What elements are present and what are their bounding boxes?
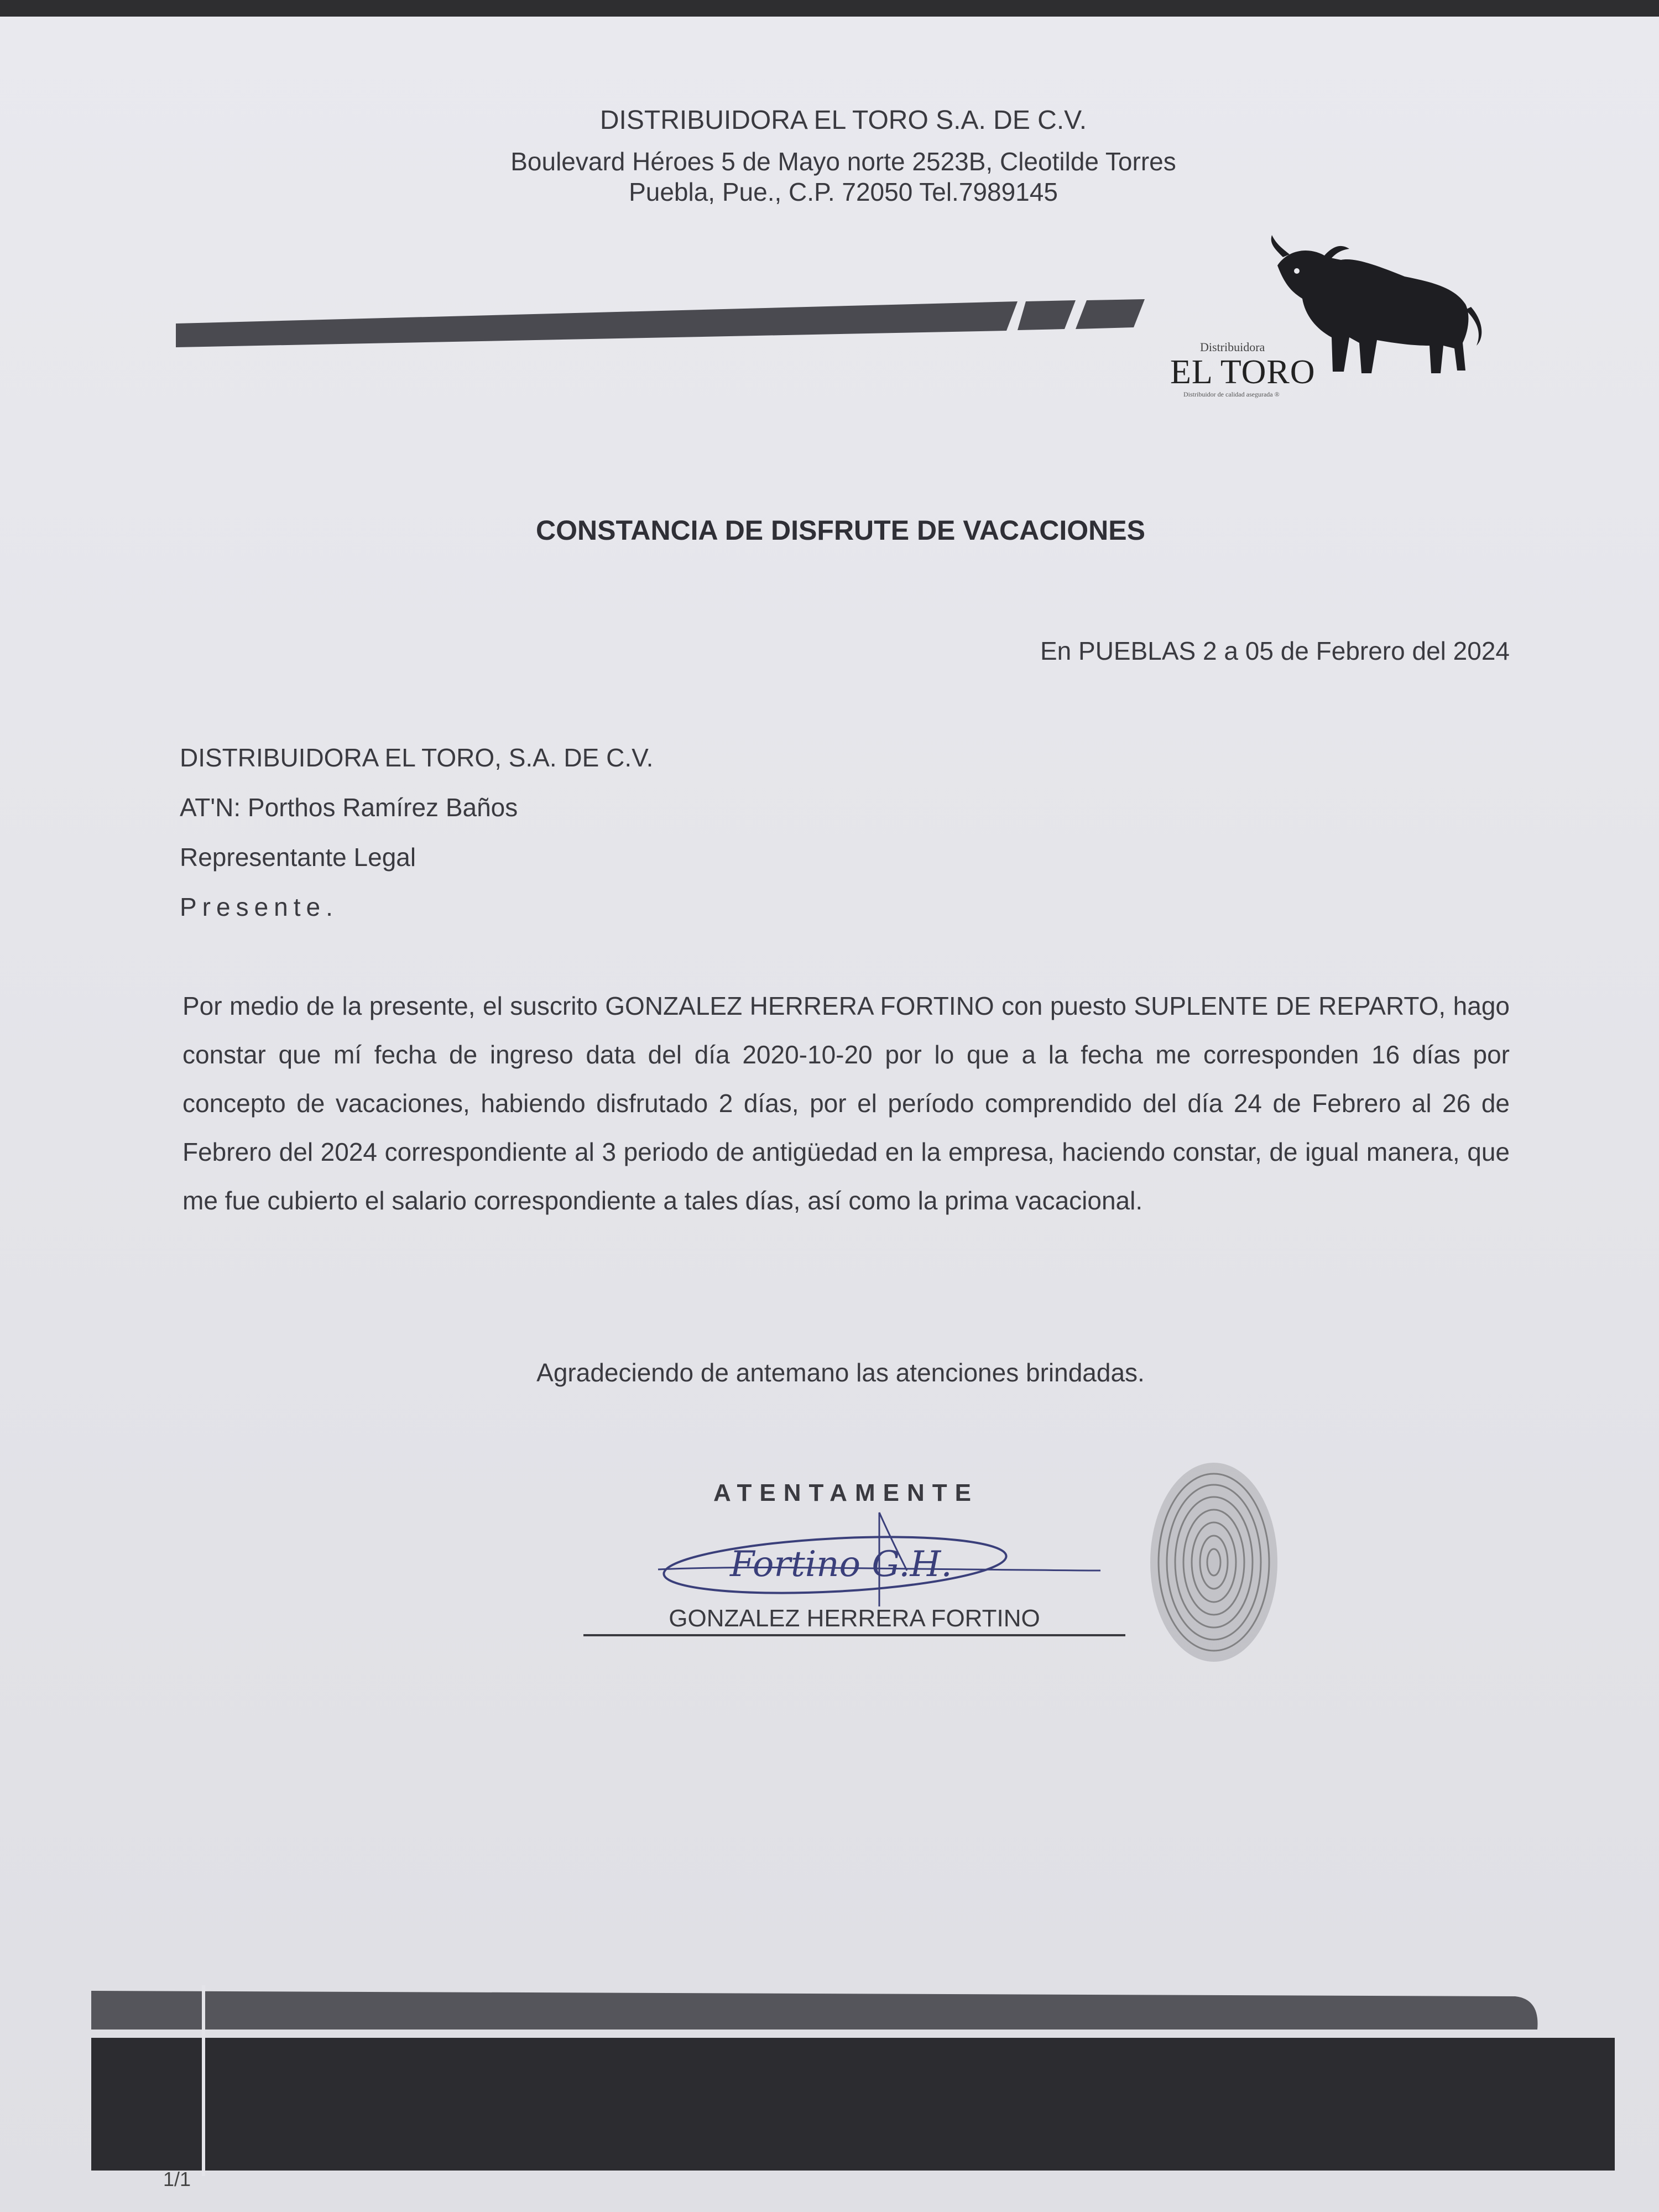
recipient-role: Representante Legal <box>180 843 416 872</box>
company-address-line2: Puebla, Pue., C.P. 72050 Tel.7989145 <box>629 178 1058 206</box>
presente-line: Presente. <box>180 893 338 921</box>
recipient-company: DISTRIBUIDORA EL TORO, S.A. DE C.V. <box>180 743 654 772</box>
company-address-line1: Boulevard Héroes 5 de Mayo norte 2523B, Cleotilde Torres <box>510 147 1176 176</box>
footer-thick-bar <box>91 2038 1615 2171</box>
footer-fold-line <box>202 1985 205 2176</box>
document-page <box>0 17 1659 2212</box>
page-number: 1/1 <box>163 2168 191 2190</box>
recipient-attention: AT'N: Porthos Ramírez Baños <box>180 793 518 822</box>
logo-subtitle: Distribuidora <box>1200 340 1265 354</box>
logo-tagline: Distribuidor de calidad asegurada ® <box>1183 390 1280 398</box>
closing-word: ATENTAMENTE <box>713 1479 979 1506</box>
date-line: En PUEBLAS 2 a 05 de Febrero del 2024 <box>1040 637 1510 665</box>
signature-scrawl: Fortino G.H. <box>730 1544 952 1585</box>
company-name: DISTRIBUIDORA EL TORO S.A. DE C.V. <box>599 106 1087 135</box>
document-title: CONSTANCIA DE DISFRUTE DE VACACIONES <box>536 515 1145 546</box>
signer-name: GONZALEZ HERRERA FORTINO <box>669 1605 1040 1632</box>
body-paragraph: Por medio de la presente, el suscrito GONZALEZ HERRERA FORTINO con puesto SUPLENTE DE REPARTO, hago constar que mí fecha de ingreso data del día 2020-10-20 por lo que a la fecha me corresponden 16 días por concepto de vacaciones, habiendo disfrutado 2 días, por el período comprendido del día 24 de Febrero al 26 de Febrero del 2024 correspondiente al 3 periodo de antigüedad en la empresa, haciendo constar, de igual manera, que me fue cubierto el salario correspondiente a tales días, así como la prima vacacional. <box>182 992 1510 1215</box>
logo-wordmark: EL TORO <box>1170 353 1316 391</box>
footer-band <box>0 17 1659 2212</box>
footer-thin-bar <box>91 1991 1538 2030</box>
thanks-line: Agradeciendo de antemano las atenciones brindadas. <box>536 1358 1145 1387</box>
